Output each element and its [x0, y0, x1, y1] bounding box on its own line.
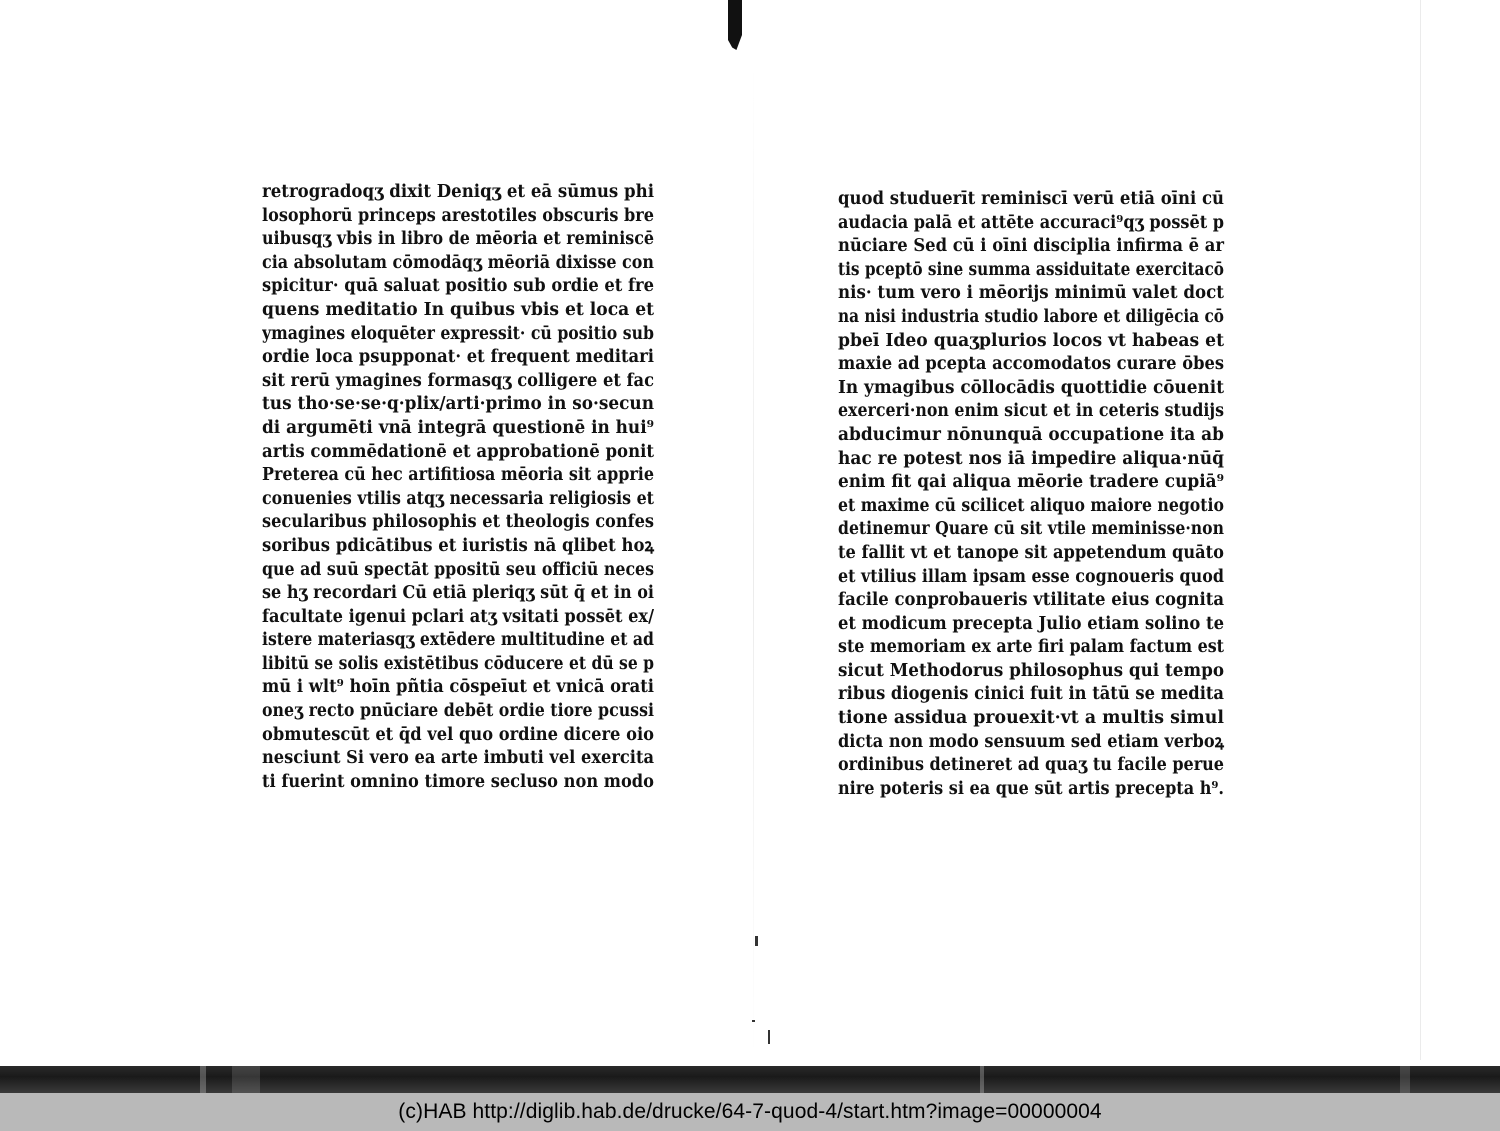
text-line: secularibus philosophis et theologis confes: [262, 512, 654, 533]
text-line: ti fuerint omnino timore secluso non modo: [262, 771, 654, 792]
text-line: maxie ad pcepta accomodatos curare ōbes: [838, 354, 1224, 375]
text-line: facultate igenui pclari atʒ vsitati possēt ex/: [262, 606, 654, 627]
text-line: nesciunt Si vero ea arte imbuti vel exercita: [262, 748, 654, 769]
text-line: istere materiasqʒ extēdere multitudine et ad: [262, 630, 654, 651]
text-line: tis pceptō sine summa assiduitate exercitacō: [838, 259, 1224, 280]
text-line: hac re potest nos iā impedire aliqua·nūq̄: [838, 448, 1224, 469]
text-line: cia absolutam cōmodāqʒ mēoriā dixisse con: [262, 252, 654, 273]
text-line: audacia palā et attēte accuraci⁹qʒ possēt p: [838, 212, 1224, 233]
text-line: pbeī Ideo quaʒplurios locos vt habeas et: [838, 330, 1224, 351]
text-line: In ymagibus cōllocādis quottidie cōuenit: [838, 377, 1224, 398]
text-line: detinemur Quare cū sit vtile meminisse·non: [838, 519, 1224, 540]
text-line: ste memoriam ex arte firi palam factum est: [838, 637, 1224, 658]
text-line: mū i wlt⁹ hoīn pñtia cōspeīut et vnicā orati: [262, 677, 654, 698]
text-line: nire poteris si ea que sūt artis precepta h⁹.: [838, 778, 1224, 799]
text-line: Preterea cū hec artifitiosa mēoria sit apprie: [262, 465, 654, 486]
text-line: nis· tum vero i mēorijs minimū valet doct: [838, 283, 1224, 304]
text-line: ymagines eloquēter expressit· cū positio sub: [262, 323, 654, 344]
text-line: artis commēdationē et approbationē ponit: [262, 441, 654, 462]
text-line: abducimur nōnunquā occupatione ita ab: [838, 424, 1224, 445]
text-line: et maxime cū scilicet aliquo maiore negotio: [838, 495, 1224, 516]
text-line: ribus diogenis cinici fuit in tātū se medita: [838, 684, 1224, 705]
binding-mark: [728, 0, 742, 50]
copyright-caption: (c)HAB http://diglib.hab.de/drucke/64-7-quod-4/start.htm?image=00000004: [398, 1100, 1102, 1123]
text-line: que ad suū spectāt ppositū seu officiū neces: [262, 559, 654, 580]
text-line: exerceri·non enim sicut et in ceteris studijs: [838, 401, 1224, 422]
text-line: facile conprobaueris vtilitate eius cognita: [838, 590, 1224, 611]
text-line: uibusqʒ vbis in libro de mēoria et reminiscē: [262, 229, 654, 250]
copyright-footer: [0, 1093, 1500, 1131]
text-line: enim fit qai aliqua mēorie tradere cupiā⁹: [838, 472, 1224, 493]
text-line: te fallit vt et tanope sit appetendum quāto: [838, 542, 1224, 563]
gutter-speck: [768, 1030, 770, 1044]
text-line: et modicum precepta Julio etiam solino te: [838, 613, 1224, 634]
gutter-speck: [752, 1020, 755, 1022]
text-line: quod studuerīt reminiscī verū etiā oīni cū: [838, 189, 1224, 209]
text-line: soribus pdicātibus et iuristis nā qlibet hoꝝ: [262, 535, 654, 556]
text-line: spicitur· quā saluat positio sub ordie et fre: [262, 276, 654, 297]
scanner-edge-strip: [0, 1066, 1500, 1093]
text-line: tus tho·se·se·q·plix/arti·primo in so·secun: [262, 394, 654, 415]
text-line: sit rerū ymagines formasqʒ colligere et fac: [262, 370, 654, 391]
left-page-text: [262, 181, 662, 794]
text-line: nūciare Sed cū i oīni disciplia infirma ē ar: [838, 236, 1224, 257]
text-line: conuenies vtilis atqʒ necessaria religiosis et: [262, 488, 654, 509]
text-line: tione assidua prouexit·vt a multis simul: [838, 708, 1224, 729]
text-line: ordinibus detineret ad quaʒ tu facile perue: [838, 755, 1224, 776]
text-line: di argumēti vnā integrā questionē in hui⁹: [262, 417, 654, 438]
text-line: sicut Methodorus philosophus qui tempo: [838, 660, 1224, 681]
text-line: obmutescūt et q̄d vel quo ordine dicere oio: [262, 724, 654, 745]
right-page-text: [838, 188, 1228, 801]
text-line: losophorū princeps arestotiles obscuris bre: [262, 205, 654, 226]
page-edge-shadow: [1420, 0, 1421, 1060]
text-line: retrogradoqʒ dixit Deniqʒ et eā sūmus phi: [262, 182, 654, 202]
gutter-speck: [755, 936, 758, 946]
text-line: ordie loca psupponat· et frequent meditari: [262, 347, 654, 368]
text-line: se hʒ recordari Cū etiā pleriqʒ sūt q̄ et in oi: [262, 583, 654, 604]
text-line: oneʒ recto pnūciare debēt ordie tiore pcussi: [262, 701, 654, 722]
text-line: dicta non modo sensuum sed etiam verboꝝ: [838, 731, 1224, 752]
gutter-shadow: [753, 60, 754, 1060]
text-line: libitū se solis existētibus cōducere et dū se p: [262, 653, 654, 674]
text-line: na nisi industria studio labore et diligēcia cō: [838, 306, 1224, 327]
text-line: et vtilius illam ipsam esse cognoueris quod: [838, 566, 1224, 587]
text-line: quens meditatio In quibus vbis et loca et: [262, 299, 654, 320]
